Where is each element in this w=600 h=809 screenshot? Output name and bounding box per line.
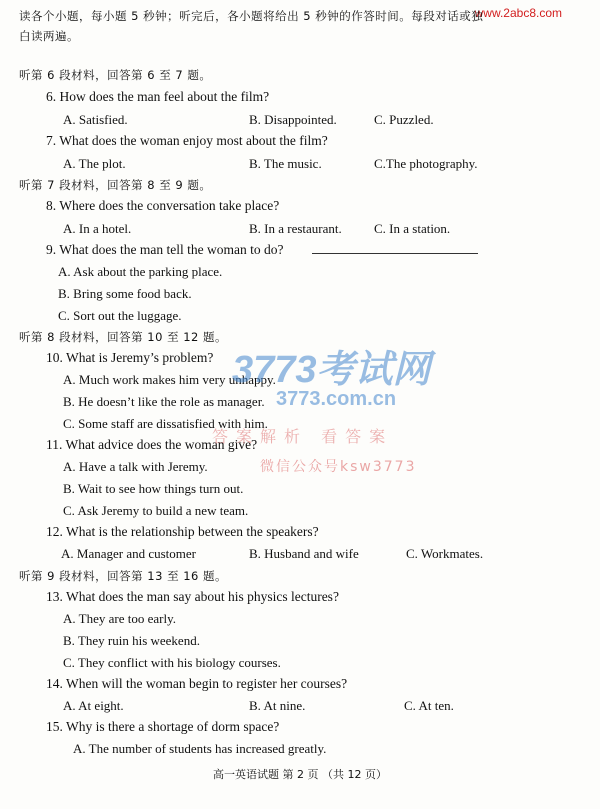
question-12: 12. What is the relationship between the speakers? xyxy=(46,524,319,539)
option-10c: C. Some staff are dissatisfied with him. xyxy=(63,416,268,431)
option-14a: A. At eight. xyxy=(63,698,124,713)
option-15a: A. The number of students has increased greatly. xyxy=(73,741,327,756)
instructions-line-2: 白读两遍。 xyxy=(19,29,79,43)
question-15: 15. Why is there a shortage of dorm space? xyxy=(46,719,280,734)
question-9: 9. What does the man tell the woman to do? xyxy=(46,242,284,257)
watermark-brand: 3773考试网 xyxy=(232,349,431,391)
option-10b: B. He doesn’t like the role as manager. xyxy=(63,394,265,409)
option-10a: A. Much work makes him very unhappy. xyxy=(63,372,276,387)
option-14c: C. At ten. xyxy=(404,698,454,713)
instructions-line-1: 读各个小题，每小题 5 秒钟；听完后，各小题将给出 5 秒钟的作答时间。每段对话或独 xyxy=(19,9,484,23)
section-heading: 听第 7 段材料，回答第 8 至 9 题。 xyxy=(19,178,212,192)
question-13: 13. What does the man say about his physics lectures? xyxy=(46,589,339,604)
page-footer: 高一英语试题 第 2 页 （共 12 页） xyxy=(213,768,387,781)
answer-rule xyxy=(312,253,478,254)
option-12a: A. Manager and customer xyxy=(61,546,197,561)
option-8a: A. In a hotel. xyxy=(63,221,132,236)
option-12c: C. Workmates. xyxy=(406,546,484,561)
option-7b: B. The music. xyxy=(249,156,322,171)
watermark-wechat-text: 微信公众号ksw3773 xyxy=(260,459,417,475)
section-heading: 听第 6 段材料，回答第 6 至 7 题。 xyxy=(19,68,212,82)
option-9a: A. Ask about the parking place. xyxy=(58,264,223,279)
question-10: 10. What is Jeremy’s problem? xyxy=(46,350,214,365)
site-url[interactable]: www.2abc8.com xyxy=(474,6,562,20)
option-13b: B. They ruin his weekend. xyxy=(63,633,200,648)
option-13c: C. They conflict with his biology courses. xyxy=(63,655,281,670)
option-14b: B. At nine. xyxy=(249,698,306,713)
section-heading: 听第 9 段材料，回答第 13 至 16 题。 xyxy=(19,569,228,583)
option-11a: A. Have a talk with Jeremy. xyxy=(63,459,208,474)
option-11c: C. Ask Jeremy to build a new team. xyxy=(63,503,249,518)
question-6: 6. How does the man feel about the film? xyxy=(46,89,270,104)
option-6b: B. Disappointed. xyxy=(249,112,337,127)
option-8c: C. In a station. xyxy=(374,221,451,236)
watermark-domain: 3773.com.cn xyxy=(276,388,397,410)
question-11: 11. What advice does the woman give? xyxy=(46,437,258,452)
option-13a: A. They are too early. xyxy=(63,611,176,626)
option-11b: B. Wait to see how things turn out. xyxy=(63,481,244,496)
option-7c: C.The photography. xyxy=(374,156,478,171)
option-9c: C. Sort out the luggage. xyxy=(58,308,182,323)
watermark-answer-text: 答案解析 看答案 xyxy=(212,427,394,446)
option-6a: A. Satisfied. xyxy=(63,112,128,127)
option-9b: B. Bring some food back. xyxy=(58,286,192,301)
option-8b: B. In a restaurant. xyxy=(249,221,342,236)
option-12b: B. Husband and wife xyxy=(249,546,359,561)
option-7a: A. The plot. xyxy=(63,156,126,171)
section-heading: 听第 8 段材料，回答第 10 至 12 题。 xyxy=(19,330,228,344)
question-14: 14. When will the woman begin to register her courses? xyxy=(46,676,348,691)
question-7: 7. What does the woman enjoy most about the film? xyxy=(46,133,328,148)
question-8: 8. Where does the conversation take place? xyxy=(46,198,280,213)
option-6c: C. Puzzled. xyxy=(374,112,434,127)
